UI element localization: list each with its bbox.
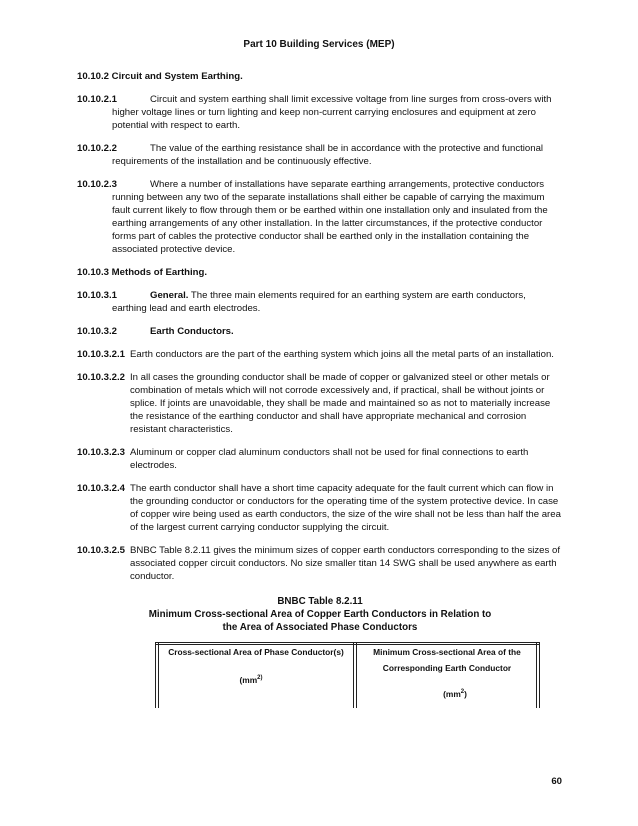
table-top-border-inner bbox=[155, 644, 540, 645]
table-header-phase-conductor bbox=[161, 646, 351, 686]
table-left-border bbox=[155, 642, 156, 708]
table-caption bbox=[77, 595, 563, 634]
clause-text: Aluminum or copper clad aluminum conductors shall not be used for final connections to earth electrodes. bbox=[130, 447, 529, 471]
table-left-border-inner bbox=[158, 642, 159, 708]
unit-exponent: 2) bbox=[257, 675, 263, 682]
clause-text: Earth conductors are the part of the earthing system which joins all the metal parts of an installation. bbox=[130, 349, 554, 360]
column-header-text-line-2: Corresponding Earth Conductor bbox=[382, 663, 512, 673]
clause-text: The earth conductor shall have a short time capacity adequate for the fault current which can flow in the grounding conductor or conductors for the operating time of the system protective device. In case of copper wire being used as earth conductors, the size of the wire shall not be less than half the area of the largest current carrying conductor supplying the circuit. bbox=[130, 483, 561, 533]
clause-number: 10.10.2.3 bbox=[77, 179, 118, 190]
unit-label: (mm bbox=[239, 675, 258, 685]
clause-number: 10.10.3.2.3 bbox=[77, 447, 126, 458]
clause-number: 10.10.2.1 bbox=[77, 94, 118, 105]
unit-label: (mm bbox=[443, 689, 461, 699]
clause-number: 10.10.3.2.1 bbox=[77, 349, 126, 360]
page-header: Part 10 Building Services (MEP) bbox=[243, 39, 395, 50]
table-column-divider bbox=[353, 642, 354, 708]
clause-10-10-3-2-5 bbox=[77, 544, 563, 583]
clause-text: In all cases the grounding conductor shall be made of copper or galvanized steel or other metals or combination of metals which will not corrode excessively and, if practical, shall be without joints or splice. If joints are unavoidable, they shall be made and maintained so as not to materially increase the resistance of the earthing conductor and shall have appropriate mechanical and corrosion resistant characteristics. bbox=[130, 372, 551, 435]
clause-number: 10.10.3.2.2 bbox=[77, 372, 126, 383]
clause-number: 10.10.3.2.4 bbox=[77, 483, 126, 494]
clause-title: General. bbox=[150, 290, 189, 301]
table-title-line-1: Minimum Cross-sectional Area of Copper Earth Conductors in Relation to bbox=[148, 609, 492, 620]
table-right-border-inner bbox=[536, 642, 537, 708]
clause-10-10-3-2-3 bbox=[77, 446, 563, 472]
unit-close: ) bbox=[464, 689, 467, 699]
clause-number: 10.10.2.2 bbox=[77, 143, 118, 154]
table-header-earth-conductor bbox=[359, 646, 535, 700]
clause-10-10-2-3 bbox=[77, 178, 563, 256]
clause-text: Where a number of installations have separate earthing arrangements, protective conductors running between any two of the separate installations shall either be capable of carrying the maximum fault current likely to flow through them or be earthed within one installation only and insulated from the earthing arrangements of any other installation. In the latter circumstances, if the protective conductor forms part of cables the protective conductor shall be earthed only in the installation containing the associated protective device. bbox=[112, 179, 548, 255]
clause-10-10-3-2-1 bbox=[77, 348, 563, 361]
clause-number: 10.10.3.1 bbox=[77, 290, 118, 301]
clause-text: The value of the earthing resistance shall be in accordance with the protective and functional requirements of the installation and be continuously effective. bbox=[112, 143, 544, 167]
clause-text: The three main elements required for an earthing system are earth conductors, earthing lead and earth electrodes. bbox=[112, 290, 526, 314]
section-heading-10-10-3: 10.10.3 Methods of Earthing. bbox=[77, 267, 208, 278]
clause-10-10-3-1 bbox=[77, 289, 563, 315]
clause-number: 10.10.3.2.5 bbox=[77, 545, 126, 556]
table-grid bbox=[155, 642, 540, 708]
table-column-divider-inner bbox=[356, 642, 357, 708]
column-header-unit bbox=[161, 674, 351, 686]
conductor-size-table bbox=[155, 642, 540, 708]
table-right-border bbox=[539, 642, 540, 708]
table-title-line-2: the Area of Associated Phase Conductors bbox=[222, 622, 418, 633]
clause-10-10-3-2-4 bbox=[77, 482, 563, 534]
column-header-unit bbox=[359, 688, 535, 700]
clause-10-10-3-2-2 bbox=[77, 371, 563, 436]
clause-10-10-2-2 bbox=[77, 142, 563, 168]
unit-exponent: 2 bbox=[460, 689, 465, 696]
table-top-border bbox=[155, 642, 540, 643]
table-number: BNBC Table 8.2.11 bbox=[277, 596, 363, 607]
clause-10-10-3-2 bbox=[77, 325, 563, 338]
column-header-text-line-1: Minimum Cross-sectional Area of the bbox=[373, 647, 521, 657]
page-number: 60 bbox=[551, 776, 562, 787]
clause-10-10-2-1 bbox=[77, 93, 563, 132]
clause-text: Circuit and system earthing shall limit excessive voltage from line surges from cross-overs with higher voltage lines or turn lighting and keep non-current carrying enclosures and equipment at zero potential with respect to earth. bbox=[112, 94, 552, 131]
document-body bbox=[77, 70, 563, 640]
clause-text: BNBC Table 8.2.11 gives the minimum sizes of copper earth conductors corresponding to the sizes of associated copper circuit conductors. No size smaller titan 14 SWG shall be used anywhere as earth conductor. bbox=[130, 545, 560, 582]
section-heading-10-10-2: 10.10.2 Circuit and System Earthing. bbox=[77, 71, 243, 82]
column-header-text: Cross-sectional Area of Phase Conductor(s) bbox=[168, 647, 344, 657]
clause-title: Earth Conductors. bbox=[150, 326, 234, 337]
clause-number: 10.10.3.2 bbox=[77, 326, 118, 337]
